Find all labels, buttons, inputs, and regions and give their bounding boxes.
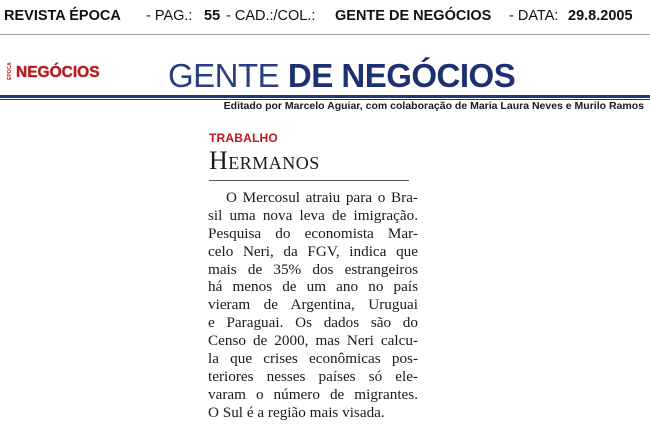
headline-rule	[209, 180, 409, 181]
header-divider	[0, 34, 650, 35]
article-kicker: TRABALHO	[209, 131, 278, 145]
page-label: - PAG.:	[146, 8, 193, 24]
article-line: vieram de Argentina, Uruguai	[208, 296, 418, 314]
article-line: Censo de 2000, mas Neri calcu-	[208, 332, 418, 350]
logo-small-text: ÉPOCA	[7, 62, 13, 80]
date-label: - DATA:	[509, 8, 559, 24]
section-title	[168, 56, 515, 96]
magazine-name: REVISTA ÉPOCA	[4, 8, 121, 24]
article-line: e Paraguai. Os dados são do	[208, 314, 418, 332]
section-title-heavy: DE NEGÓCIOS	[287, 57, 516, 94]
section-title-light: GENTE	[168, 57, 280, 94]
article-body	[208, 189, 418, 422]
article-line: há menos de um ano no país	[208, 278, 418, 296]
section-label: - CAD.:/COL.:	[226, 8, 316, 24]
article-line: teriores nesses países só ele-	[208, 367, 418, 385]
article-line: O Mercosul atraiu para o Bra-	[226, 189, 418, 206]
article-line: O Sul é a região mais visada.	[208, 403, 385, 421]
logo-main-text: NEGÓCIOS	[16, 64, 100, 81]
article-headline: Hermanos	[209, 146, 320, 175]
article-line: la que crises econômicas pos-	[208, 350, 418, 368]
editor-credits: Editado por Marcelo Aguiar, com colaboração de Maria Laura Neves e Murilo Ramos	[223, 100, 644, 112]
article-line: varam o número de migrantes.	[208, 385, 418, 403]
article-line: mais de 35% dos estrangeiros	[208, 260, 418, 278]
article-line: celo Neri, da FGV, indica que	[208, 242, 418, 260]
article-line: Pesquisa do economista Mar-	[208, 224, 418, 242]
article-line: sil uma nova leva de imigração.	[208, 206, 418, 224]
section-name: GENTE DE NEGÓCIOS	[335, 8, 492, 24]
date-value: 29.8.2005	[568, 8, 633, 24]
section-rule-blue	[0, 95, 650, 98]
clipping-header	[0, 0, 650, 30]
negocios-logo	[8, 64, 108, 82]
page-number: 55	[204, 8, 221, 24]
